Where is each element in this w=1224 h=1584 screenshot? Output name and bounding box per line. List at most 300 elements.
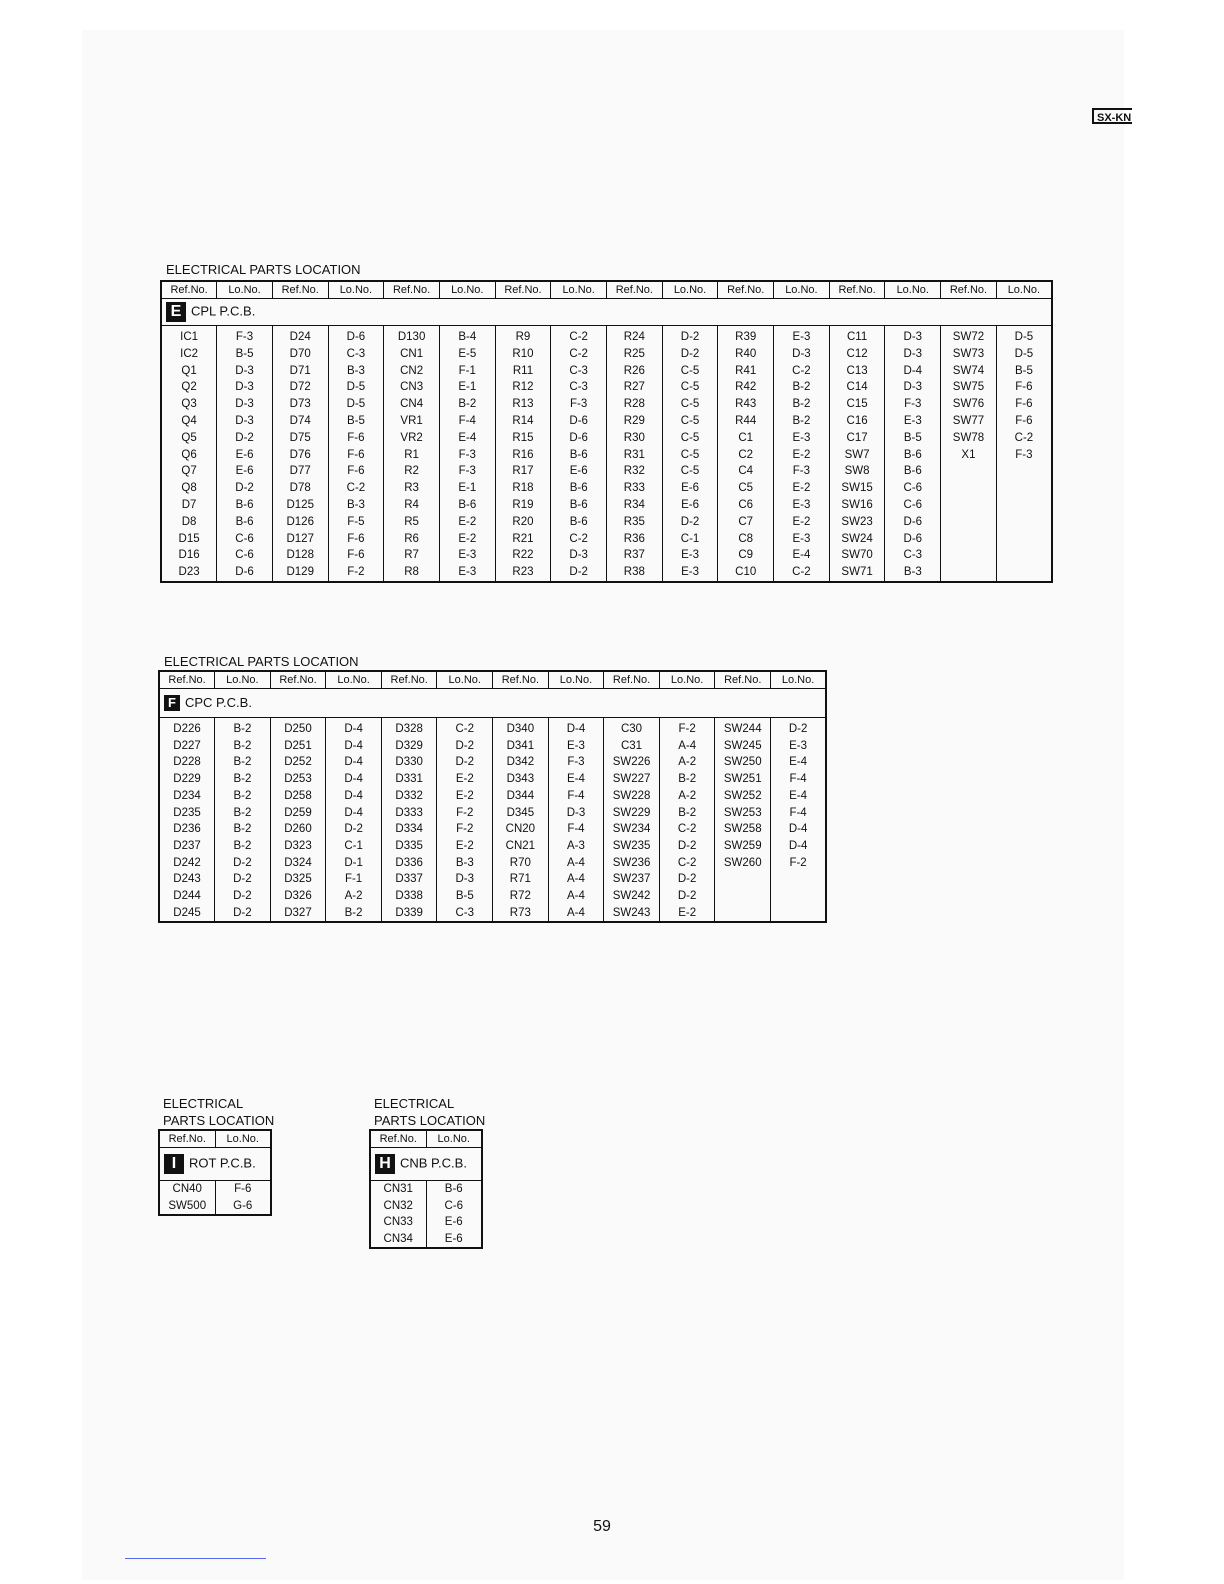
lo-no-cell: C-2 [659, 821, 715, 838]
lo-no-cell: D-3 [217, 363, 273, 380]
lo-no-cell: D-2 [437, 754, 493, 771]
lo-no-cell: F-6 [996, 396, 1052, 413]
lo-no-cell: A-4 [548, 888, 604, 905]
lo-no-cell: B-5 [437, 888, 493, 905]
ref-no-cell: D125 [272, 497, 328, 514]
lo-no-cell: E-2 [437, 788, 493, 805]
ref-no-cell: R31 [607, 447, 663, 464]
ref-no-cell: D245 [159, 905, 215, 923]
lo-no-cell: E-2 [437, 771, 493, 788]
pcb-letter-badge: H [375, 1154, 395, 1174]
lo-no-cell: F-2 [437, 805, 493, 822]
lo-no-cell: F-6 [996, 413, 1052, 430]
lo-no-cell: C-3 [551, 363, 607, 380]
table-row [159, 871, 826, 888]
column-header: Lo.No. [774, 281, 830, 299]
ref-no-cell: D237 [159, 838, 215, 855]
ref-no-cell: IC1 [161, 326, 217, 346]
column-header: Lo.No. [217, 281, 273, 299]
ref-no-cell: R24 [607, 326, 663, 346]
column-header: Lo.No. [215, 671, 271, 689]
ref-no-cell: CN34 [370, 1231, 426, 1249]
lo-no-cell: D-4 [885, 363, 941, 380]
lo-no-cell: E-3 [774, 531, 830, 548]
lo-no-cell: B-6 [551, 497, 607, 514]
column-header: Ref.No. [161, 281, 217, 299]
ref-no-cell: VR2 [384, 430, 440, 447]
ref-no-cell: D226 [159, 718, 215, 738]
ref-no-cell: D15 [161, 531, 217, 548]
table-row [159, 1198, 271, 1216]
lo-no-cell: F-2 [437, 821, 493, 838]
ref-no-cell: R30 [607, 430, 663, 447]
ref-no-cell: R12 [495, 379, 551, 396]
ref-no-cell: SW250 [715, 754, 771, 771]
rot-pcb-row [159, 1148, 271, 1181]
column-header: Ref.No. [159, 671, 215, 689]
ref-no-cell: R4 [384, 497, 440, 514]
ref-no-cell: D259 [270, 805, 326, 822]
ref-no-cell: R6 [384, 531, 440, 548]
lo-no-cell: E-3 [662, 547, 718, 564]
ref-no-cell: CN1 [384, 346, 440, 363]
lo-no-cell: F-3 [548, 754, 604, 771]
ref-no-cell [941, 564, 997, 582]
lo-no-cell: E-6 [551, 463, 607, 480]
ref-no-cell [941, 547, 997, 564]
lo-no-cell: C-2 [437, 718, 493, 738]
lo-no-cell: C-1 [326, 838, 382, 855]
ref-no-cell: D229 [159, 771, 215, 788]
ref-no-cell: Q2 [161, 379, 217, 396]
ref-no-cell: R25 [607, 346, 663, 363]
lo-no-cell: F-3 [996, 447, 1052, 464]
lo-no-cell: B-6 [551, 447, 607, 464]
ref-no-cell [941, 514, 997, 531]
ref-no-cell: R8 [384, 564, 440, 582]
ref-no-cell: CN32 [370, 1198, 426, 1215]
table-row [159, 905, 826, 923]
ref-no-cell: R5 [384, 514, 440, 531]
lo-no-cell: B-2 [215, 838, 271, 855]
lo-no-cell: C-2 [996, 430, 1052, 447]
ref-no-cell: Q5 [161, 430, 217, 447]
pcb-name: ROT P.C.B. [189, 1155, 256, 1171]
ref-no-cell: R41 [718, 363, 774, 380]
lo-no-cell: B-2 [774, 413, 830, 430]
cpl-parts-table-block [160, 280, 1053, 583]
lo-no-cell: B-2 [215, 788, 271, 805]
column-header: Ref.No. [370, 1130, 426, 1148]
ref-no-cell: D73 [272, 396, 328, 413]
ref-no-cell: R34 [607, 497, 663, 514]
ref-no-cell: R10 [495, 346, 551, 363]
ref-no-cell: D328 [381, 718, 437, 738]
lo-no-cell: E-3 [774, 430, 830, 447]
ref-no-cell: D250 [270, 718, 326, 738]
ref-no-cell: SW24 [829, 531, 885, 548]
ref-no-cell: C11 [829, 326, 885, 346]
table-row [159, 855, 826, 872]
pcb-letter-badge: I [164, 1154, 184, 1174]
lo-no-cell: B-6 [217, 497, 273, 514]
cpl-header-row [161, 281, 1052, 299]
lo-no-cell: E-2 [439, 514, 495, 531]
ref-no-cell: D8 [161, 514, 217, 531]
lo-no-cell: B-2 [215, 738, 271, 755]
column-header: Ref.No. [607, 281, 663, 299]
cnb-caption-line1: ELECTRICAL [374, 1096, 455, 1111]
lo-no-cell: D-6 [217, 564, 273, 582]
ref-no-cell: R15 [495, 430, 551, 447]
ref-no-cell: R21 [495, 531, 551, 548]
lo-no-cell: E-4 [439, 430, 495, 447]
cnb-pcb-row [370, 1148, 482, 1181]
ref-no-cell: SW226 [604, 754, 660, 771]
ref-no-cell: SW15 [829, 480, 885, 497]
lo-no-cell: B-6 [885, 447, 941, 464]
lo-no-cell: E-6 [217, 463, 273, 480]
ref-no-cell: D242 [159, 855, 215, 872]
ref-no-cell: Q8 [161, 480, 217, 497]
lo-no-cell: B-2 [215, 821, 271, 838]
table-row [161, 413, 1052, 430]
pcb-section-title [159, 1148, 271, 1181]
ref-no-cell: R26 [607, 363, 663, 380]
lo-no-cell: A-2 [659, 754, 715, 771]
table-row [161, 379, 1052, 396]
ref-no-cell: R23 [495, 564, 551, 582]
lo-no-cell: F-6 [328, 463, 384, 480]
ref-no-cell: R13 [495, 396, 551, 413]
lo-no-cell: D-3 [885, 379, 941, 396]
ref-no-cell: R43 [718, 396, 774, 413]
ref-no-cell: R44 [718, 413, 774, 430]
ref-no-cell: SW242 [604, 888, 660, 905]
lo-no-cell: C-2 [774, 564, 830, 582]
lo-no-cell: E-6 [662, 480, 718, 497]
column-header: Ref.No. [718, 281, 774, 299]
lo-no-cell: D-2 [662, 346, 718, 363]
ref-no-cell: R27 [607, 379, 663, 396]
lo-no-cell [996, 547, 1052, 564]
ref-no-cell: R1 [384, 447, 440, 464]
ref-no-cell: Q7 [161, 463, 217, 480]
ref-no-cell: R29 [607, 413, 663, 430]
lo-no-cell: D-2 [215, 905, 271, 923]
lo-no-cell: B-2 [774, 379, 830, 396]
ref-no-cell: C14 [829, 379, 885, 396]
lo-no-cell: C-3 [885, 547, 941, 564]
column-header: Lo.No. [548, 671, 604, 689]
lo-no-cell [996, 564, 1052, 582]
pcb-name: CNB P.C.B. [400, 1155, 467, 1171]
lo-no-cell: B-2 [215, 754, 271, 771]
ref-no-cell: SW77 [941, 413, 997, 430]
ref-no-cell: R33 [607, 480, 663, 497]
lo-no-cell: F-2 [771, 855, 827, 872]
lo-no-cell: C-2 [774, 363, 830, 380]
cnb-parts-table [369, 1129, 483, 1249]
cpc-caption: ELECTRICAL PARTS LOCATION [164, 654, 359, 669]
cnb-header-row [370, 1130, 482, 1148]
lo-no-cell: D-5 [328, 396, 384, 413]
lo-no-cell: B-6 [426, 1181, 482, 1198]
lo-no-cell: B-2 [215, 805, 271, 822]
lo-no-cell: D-3 [551, 547, 607, 564]
ref-no-cell: SW252 [715, 788, 771, 805]
ref-no-cell: C31 [604, 738, 660, 755]
ref-no-cell [941, 463, 997, 480]
ref-no-cell: SW253 [715, 805, 771, 822]
cpl-parts-table [160, 280, 1053, 583]
lo-no-cell: C-5 [662, 396, 718, 413]
ref-no-cell: R40 [718, 346, 774, 363]
lo-no-cell: F-4 [439, 413, 495, 430]
lo-no-cell: E-1 [439, 480, 495, 497]
ref-no-cell: SW8 [829, 463, 885, 480]
ref-no-cell: D329 [381, 738, 437, 755]
lo-no-cell: B-2 [326, 905, 382, 923]
ref-no-cell: D251 [270, 738, 326, 755]
ref-no-cell: R42 [718, 379, 774, 396]
lo-no-cell: D-2 [659, 888, 715, 905]
cpc-parts-table-block [158, 670, 827, 923]
column-header: Ref.No. [384, 281, 440, 299]
lo-no-cell: E-6 [217, 447, 273, 464]
lo-no-cell: C-5 [662, 379, 718, 396]
ref-no-cell: D24 [272, 326, 328, 346]
cpc-pcb-row [159, 689, 826, 718]
ref-no-cell: SW243 [604, 905, 660, 923]
lo-no-cell: F-3 [885, 396, 941, 413]
ref-no-cell: C6 [718, 497, 774, 514]
ref-no-cell: SW235 [604, 838, 660, 855]
lo-no-cell: D-4 [771, 838, 827, 855]
lo-no-cell: E-3 [439, 564, 495, 582]
table-row [159, 788, 826, 805]
lo-no-cell: D-3 [437, 871, 493, 888]
table-row [159, 821, 826, 838]
table-row [159, 738, 826, 755]
table-row [159, 754, 826, 771]
cpl-pcb-row [161, 299, 1052, 326]
ref-no-cell: Q6 [161, 447, 217, 464]
ref-no-cell: SW251 [715, 771, 771, 788]
ref-no-cell: D227 [159, 738, 215, 755]
lo-no-cell: F-4 [548, 788, 604, 805]
ref-no-cell: SW500 [159, 1198, 215, 1216]
column-header: Lo.No. [996, 281, 1052, 299]
ref-no-cell: SW71 [829, 564, 885, 582]
lo-no-cell: D-4 [326, 805, 382, 822]
ref-no-cell: R36 [607, 531, 663, 548]
lo-no-cell: E-2 [774, 514, 830, 531]
lo-no-cell: E-4 [771, 788, 827, 805]
lo-no-cell: C-2 [551, 346, 607, 363]
lo-no-cell: C-3 [551, 379, 607, 396]
lo-no-cell: D-6 [885, 531, 941, 548]
column-header: Lo.No. [771, 671, 827, 689]
ref-no-cell: C16 [829, 413, 885, 430]
ref-no-cell: D16 [161, 547, 217, 564]
lo-no-cell: A-4 [548, 855, 604, 872]
ref-no-cell: D342 [493, 754, 549, 771]
ref-no-cell: SW74 [941, 363, 997, 380]
lo-no-cell: C-5 [662, 413, 718, 430]
lo-no-cell: B-2 [215, 771, 271, 788]
lo-no-cell: D-3 [548, 805, 604, 822]
ref-no-cell: CN2 [384, 363, 440, 380]
footer-link-underline [125, 1558, 266, 1559]
lo-no-cell: F-4 [771, 771, 827, 788]
lo-no-cell: F-3 [551, 396, 607, 413]
ref-no-cell: SW234 [604, 821, 660, 838]
ref-no-cell: R28 [607, 396, 663, 413]
model-tag: SX-KN [1092, 108, 1132, 124]
column-header: Ref.No. [272, 281, 328, 299]
ref-no-cell: D345 [493, 805, 549, 822]
ref-no-cell: D74 [272, 413, 328, 430]
ref-no-cell: R72 [493, 888, 549, 905]
lo-no-cell: C-6 [885, 480, 941, 497]
ref-no-cell: C10 [718, 564, 774, 582]
ref-no-cell: D334 [381, 821, 437, 838]
lo-no-cell: B-5 [885, 430, 941, 447]
ref-no-cell: Q4 [161, 413, 217, 430]
table-row [159, 838, 826, 855]
column-header: Ref.No. [604, 671, 660, 689]
lo-no-cell: F-6 [328, 430, 384, 447]
lo-no-cell: D-4 [326, 754, 382, 771]
ref-no-cell [941, 531, 997, 548]
ref-no-cell: CN3 [384, 379, 440, 396]
lo-no-cell: C-5 [662, 430, 718, 447]
ref-no-cell: SW260 [715, 855, 771, 872]
ref-no-cell: SW72 [941, 326, 997, 346]
lo-no-cell [996, 531, 1052, 548]
lo-no-cell: F-6 [328, 547, 384, 564]
rot-parts-table [158, 1129, 272, 1216]
lo-no-cell: B-5 [996, 363, 1052, 380]
lo-no-cell: D-2 [215, 871, 271, 888]
ref-no-cell: D330 [381, 754, 437, 771]
lo-no-cell: E-2 [437, 838, 493, 855]
ref-no-cell: D343 [493, 771, 549, 788]
lo-no-cell: F-1 [326, 871, 382, 888]
ref-no-cell: D323 [270, 838, 326, 855]
lo-no-cell: D-5 [996, 326, 1052, 346]
ref-no-cell: C4 [718, 463, 774, 480]
ref-no-cell: SW245 [715, 738, 771, 755]
lo-no-cell: D-6 [328, 326, 384, 346]
lo-no-cell: C-6 [885, 497, 941, 514]
rot-header-row [159, 1130, 271, 1148]
lo-no-cell: B-2 [659, 771, 715, 788]
rot-parts-table-block [158, 1129, 272, 1216]
lo-no-cell: E-6 [662, 497, 718, 514]
lo-no-cell [771, 871, 827, 888]
ref-no-cell: R35 [607, 514, 663, 531]
pcb-section-title [159, 689, 826, 718]
lo-no-cell: F-4 [771, 805, 827, 822]
lo-no-cell: F-3 [439, 447, 495, 464]
ref-no-cell: R39 [718, 326, 774, 346]
lo-no-cell: B-5 [328, 413, 384, 430]
ref-no-cell: SW259 [715, 838, 771, 855]
ref-no-cell: SW7 [829, 447, 885, 464]
lo-no-cell: G-6 [215, 1198, 271, 1216]
ref-no-cell: SW76 [941, 396, 997, 413]
column-header: Ref.No. [270, 671, 326, 689]
column-header: Lo.No. [439, 281, 495, 299]
ref-no-cell: R9 [495, 326, 551, 346]
lo-no-cell: E-3 [439, 547, 495, 564]
ref-no-cell: C30 [604, 718, 660, 738]
ref-no-cell: D234 [159, 788, 215, 805]
table-row [161, 514, 1052, 531]
lo-no-cell: C-2 [551, 326, 607, 346]
lo-no-cell: F-1 [439, 363, 495, 380]
ref-no-cell: C1 [718, 430, 774, 447]
column-header: Lo.No. [215, 1130, 271, 1148]
ref-no-cell: SW237 [604, 871, 660, 888]
lo-no-cell: A-4 [659, 738, 715, 755]
ref-no-cell: D258 [270, 788, 326, 805]
ref-no-cell: D236 [159, 821, 215, 838]
ref-no-cell: SW244 [715, 718, 771, 738]
column-header: Lo.No. [426, 1130, 482, 1148]
lo-no-cell: D-5 [328, 379, 384, 396]
ref-no-cell: C17 [829, 430, 885, 447]
lo-no-cell: D-1 [326, 855, 382, 872]
lo-no-cell: C-5 [662, 463, 718, 480]
table-row [161, 430, 1052, 447]
ref-no-cell: D235 [159, 805, 215, 822]
lo-no-cell: C-1 [662, 531, 718, 548]
column-header: Lo.No. [328, 281, 384, 299]
lo-no-cell: F-2 [659, 718, 715, 738]
ref-no-cell: D78 [272, 480, 328, 497]
lo-no-cell: E-3 [662, 564, 718, 582]
table-row [161, 480, 1052, 497]
rot-caption-line1: ELECTRICAL [163, 1096, 244, 1111]
ref-no-cell: C2 [718, 447, 774, 464]
ref-no-cell: D130 [384, 326, 440, 346]
ref-no-cell: D324 [270, 855, 326, 872]
ref-no-cell: D228 [159, 754, 215, 771]
lo-no-cell: B-2 [774, 396, 830, 413]
ref-no-cell: D336 [381, 855, 437, 872]
column-header: Lo.No. [437, 671, 493, 689]
ref-no-cell: D344 [493, 788, 549, 805]
lo-no-cell: D-2 [215, 888, 271, 905]
ref-no-cell: SW258 [715, 821, 771, 838]
ref-no-cell: C9 [718, 547, 774, 564]
lo-no-cell: D-2 [551, 564, 607, 582]
lo-no-cell: C-2 [551, 531, 607, 548]
ref-no-cell: X1 [941, 447, 997, 464]
table-row [161, 463, 1052, 480]
column-header: Lo.No. [659, 671, 715, 689]
ref-no-cell: R14 [495, 413, 551, 430]
lo-no-cell: D-6 [551, 430, 607, 447]
cnb-parts-table-block [369, 1129, 483, 1249]
lo-no-cell: E-2 [439, 531, 495, 548]
ref-no-cell: D76 [272, 447, 328, 464]
table-row [161, 564, 1052, 582]
table-row [159, 771, 826, 788]
